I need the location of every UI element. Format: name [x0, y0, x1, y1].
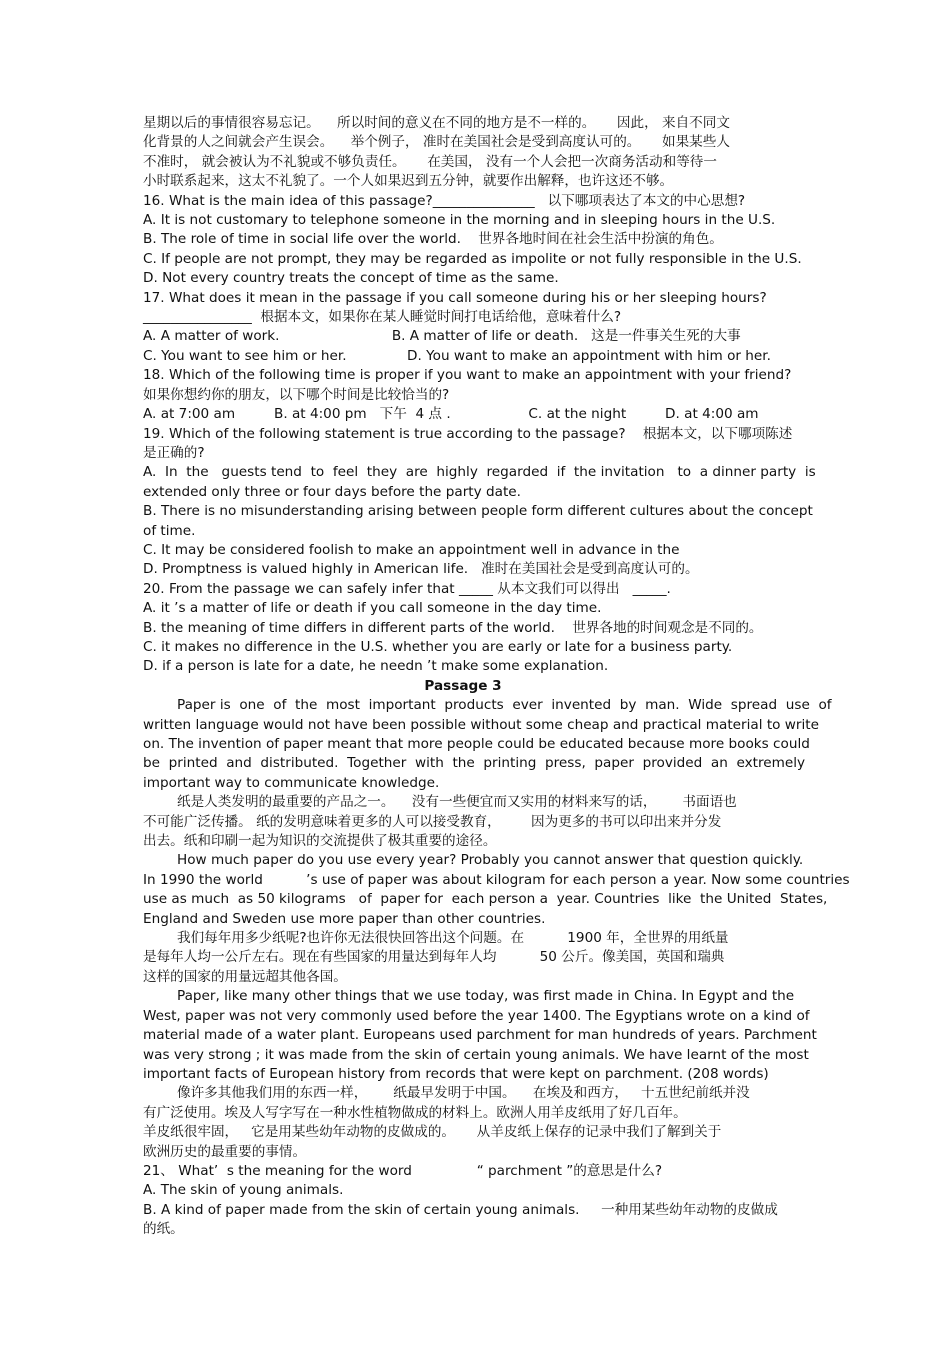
text-line: In 1990 the world ’s use of paper was about kilogram for each person a year. Now some countries [143, 871, 850, 888]
text-line: use as much as 50 kilograms of paper for each person a year. Countries like the United States, [143, 891, 828, 908]
text-line: England and Sweden use more paper than other countries. [143, 910, 546, 927]
text-line: 如果你想约你的朋友，以下哪个时间是比较恰当的? [143, 386, 450, 403]
text-line: B. A kind of paper made from the skin of certain young animals. 一种用某些幼年动物的皮做成 [143, 1201, 778, 1218]
text-line: 21、 What’ s the meaning for the word “ parchment ”的意思是什么? [143, 1162, 663, 1179]
text-line: D. Promptness is valued highly in American life. 准时在美国社会是受到高度认可的。 [143, 561, 699, 578]
passage-2-section [143, 114, 843, 677]
passage-3-section [143, 696, 850, 1239]
text-line: on. The invention of paper meant that more people could be educated because more books could [143, 736, 810, 752]
text-line: ________________ 根据本文，如果你在某人睡觉时间打电话给他，意味着什么? [143, 309, 622, 326]
text-line: written language would not have been possible without some cheap and practical material to write [143, 716, 819, 733]
text-line: be printed and distributed. Together with the printing press, paper provided an extremely [143, 755, 806, 772]
text-line: A. In the guests tend to feel they are highly regarded if the invitation to a dinner party is [143, 464, 816, 481]
text-line: was very strong ; it was made from the skin of certain young animals. We have learnt of the most [143, 1046, 809, 1063]
text-line: 是每年人均一公斤左右。现在有些国家的用量达到每年人均 50 公斤。像美国，英国和瑞典 [143, 949, 725, 966]
text-line: 出去。纸和印刷一起为知识的交流提供了极其重要的途径。 [143, 833, 497, 850]
text-line: A. The skin of young animals. [143, 1182, 344, 1199]
text-line: of time. [143, 522, 196, 539]
text-line: West, paper was not very commonly used before the year 1400. The Egyptians wrote on a kind of [143, 1007, 810, 1024]
text-line: A. It is not customary to telephone someone in the morning and in sleeping hours in the U.S. [143, 212, 776, 229]
text-line: 16. What is the main idea of this passage?_______________ 以下哪项表达了本文的中心思想? [143, 192, 746, 209]
text-line: important way to communicate knowledge. [143, 774, 440, 791]
text-line: 有广泛使用。埃及人写字写在一种水性植物做成的材料上。欧洲人用羊皮纸用了好几百年。 [143, 1104, 687, 1121]
text-line: 纸是人类发明的最重要的产品之一。 没有一些便宜而又实用的材料来写的话， 书面语也 [177, 794, 737, 811]
text-line: A. A matter of work. B. A matter of life or death. 这是一件事关生死的大事 [143, 328, 741, 345]
text-line: D. Not every country treats the concept of time as the same. [143, 270, 559, 287]
text-line: 17. What does it mean in the passage if you call someone during his or her sleeping hours? [143, 289, 767, 306]
text-line: 的纸。 [143, 1221, 184, 1238]
text-line: 不准时， 就会被认为不礼貌或不够负责任。 在美国， 没有一个人会把一次商务活动和等待一 [143, 153, 717, 170]
text-line: 星期以后的事情很容易忘记。 所以时间的意义在不同的地方是不一样的。 因此， 来自不同文 [143, 115, 730, 131]
text-line: A. it ’s a matter of life or death if you call someone in the day time. [143, 600, 602, 617]
text-line: 18. Which of the following time is proper if you want to make an appointment with your friend? [143, 367, 792, 384]
text-line: 20. From the passage we can safely infer that _____ 从本文我们可以得出 _____. [143, 580, 671, 597]
text-line: How much paper do you use every year? Probably you cannot answer that question quickly. [177, 852, 804, 869]
text-line: 不可能广泛传播。 纸的发明意味着更多的人可以接受教育， 因为更多的书可以印出来并分发 [143, 813, 722, 830]
text-line: A. at 7:00 am B. at 4:00 pm 下午 4 点 . C. at the night D. at 4:00 am [143, 406, 759, 423]
text-line: 化背景的人之间就会产生误会。 举个例子， 准时在美国社会是受到高度认可的。 如果某些人 [143, 134, 730, 151]
text-line: B. The role of time in social life over the world. 世界各地时间在社会生活中扮演的角色。 [143, 231, 723, 248]
text-line: B. the meaning of time differs in different parts of the world. 世界各地的时间观念是不同的。 [143, 619, 763, 636]
text-line: 是正确的? [143, 444, 205, 461]
text-line: D. if a person is late for a date, he needn ’t make some explanation. [143, 658, 609, 675]
text-line: 19. Which of the following statement is true according to the passage? 根据本文，以下哪项陈述 [143, 425, 793, 442]
text-line: Paper, like many other things that we use today, was first made in China. In Egypt and the [177, 988, 795, 1005]
text-line: important facts of European history from records that were kept on parchment. (208 words) [143, 1065, 769, 1082]
text-line: 像许多其他我们用的东西一样， 纸最早发明于中国。 在埃及和西方， 十五世纪前纸并没 [177, 1085, 750, 1102]
text-line: 小时联系起来，这太不礼貌了。一个人如果迟到五分钟，就要作出解释，也许这还不够。 [143, 173, 674, 190]
passage-3-heading: Passage 3 [424, 677, 502, 694]
text-line: material made of a water plant. Europeans used parchment for man hundreds of years. Parchment [143, 1027, 817, 1044]
text-line: C. it makes no difference in the U.S. whether you are early or late for a business party. [143, 638, 733, 655]
text-line: C. If people are not prompt, they may be regarded as impolite or not fully responsible in the U.S. [143, 250, 802, 267]
text-line: C. It may be considered foolish to make an appointment well in advance in the [143, 541, 680, 558]
text-line: 我们每年用多少纸呢?也许你无法很快回答出这个问题。在 1900 年，全世界的用纸量 [177, 930, 729, 947]
text-line: 这样的国家的用量远超其他各国。 [143, 968, 347, 985]
text-line: C. You want to see him or her. D. You want to make an appointment with him or her. [143, 347, 771, 364]
text-line: 欧洲历史的最重要的事情。 [143, 1143, 307, 1160]
text-line: extended only three or four days before the party date. [143, 483, 521, 500]
text-line: Paper is one of the most important products ever invented by man. Wide spread use of [177, 697, 832, 714]
text-line: B. There is no misunderstanding arising between people form different cultures about the concept [143, 503, 813, 520]
document-page [143, 114, 850, 1240]
text-line: 羊皮纸很牢固， 它是用某些幼年动物的皮做成的。 从羊皮纸上保存的记录中我们了解到关于 [143, 1124, 722, 1141]
